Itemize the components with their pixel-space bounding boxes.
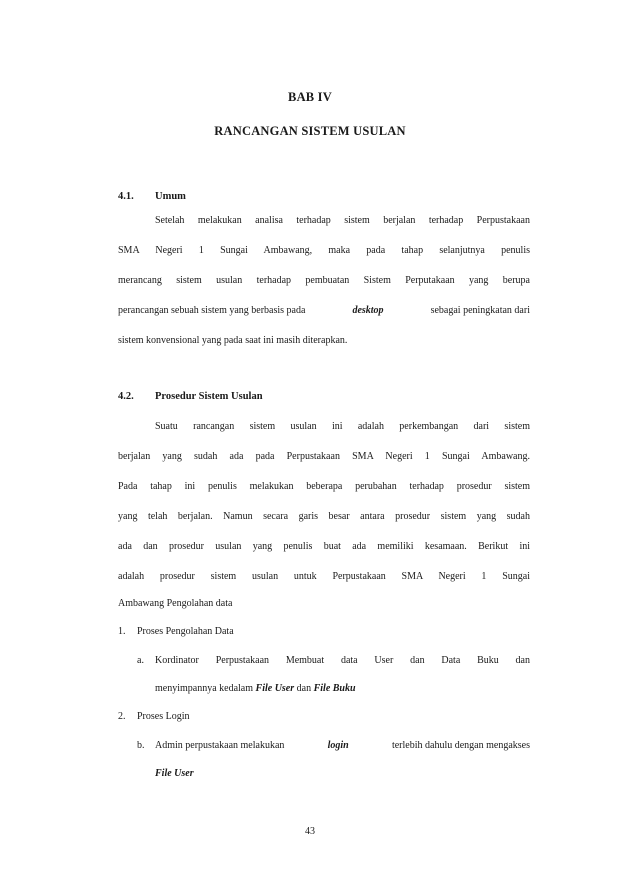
- paragraph-line: Ambawang Pengolahan data: [118, 598, 233, 609]
- section-title: Umum: [155, 191, 186, 202]
- paragraph-line: Suatu rancangan sistem usulan ini adalah perkembangan dari sistem: [155, 421, 530, 432]
- sublist-text: dan: [296, 683, 312, 694]
- chapter-title: RANCANGAN SISTEM USULAN: [214, 124, 406, 138]
- section-number: 4.1.: [118, 191, 134, 202]
- paragraph-line: Pada tahap ini penulis melakukan beberapa perubahan terhadap prosedur sistem: [118, 481, 530, 492]
- paragraph-line: ada dan prosedur usulan yang penulis buat ada memiliki kesamaan. Berikut ini: [118, 541, 530, 552]
- emphasis-text: File User: [155, 768, 194, 779]
- paragraph-line: adalah prosedur sistem usulan untuk Perpustakaan SMA Negeri 1 Sungai: [118, 571, 530, 582]
- sublist-line: [155, 767, 530, 781]
- list-item-text: Proses Pengolahan Data: [137, 626, 234, 637]
- paragraph-line: yang telah berjalan. Namun secara garis besar antara prosedur sistem yang sudah: [118, 511, 530, 522]
- paragraph-line: sistem konvensional yang pada saat ini masih diterapkan.: [118, 335, 348, 346]
- sublist-line: [155, 682, 530, 696]
- emphasis-text: login: [327, 740, 349, 751]
- sublist-text: terlebih dahulu dengan mengakses: [391, 740, 530, 751]
- paragraph-line: [118, 304, 530, 318]
- sublist-letter: a.: [137, 655, 144, 666]
- emphasis-text: File Buku: [313, 683, 356, 694]
- sublist-text: menyimpannya kedalam: [155, 683, 254, 694]
- paragraph-line: Setelah melakukan analisa terhadap sistem berjalan terhadap Perpustakaan: [155, 215, 530, 226]
- list-item-number: 2.: [118, 711, 126, 722]
- sublist-line: Kordinator Perpustakaan Membuat data User dan Data Buku dan: [155, 655, 530, 666]
- emphasis-text: desktop: [352, 305, 384, 316]
- section-number: 4.2.: [118, 391, 134, 402]
- paragraph-line: SMA Negeri 1 Sungai Ambawang, maka pada tahap selanjutnya penulis: [118, 245, 530, 256]
- paragraph-line: merancang sistem usulan terhadap pembuatan Sistem Perputakaan yang berupa: [118, 275, 530, 286]
- emphasis-text: File User: [255, 683, 295, 694]
- paragraph-text: perancangan sebuah sistem yang berbasis pada: [118, 305, 306, 316]
- sublist-line: [155, 739, 530, 753]
- paragraph-text: sebagai peningkatan dari: [430, 305, 530, 316]
- sublist-text: Admin perpustakaan melakukan: [155, 740, 285, 751]
- list-item-text: Proses Login: [137, 711, 190, 722]
- section-heading-4-2: [118, 391, 263, 402]
- sublist-letter: b.: [137, 740, 145, 751]
- section-heading-4-1: [118, 191, 186, 202]
- paragraph-line: berjalan yang sudah ada pada Perpustakaan SMA Negeri 1 Sungai Ambawang.: [118, 451, 530, 462]
- section-title: Prosedur Sistem Usulan: [155, 391, 263, 402]
- chapter-number: BAB IV: [288, 90, 332, 104]
- list-item-number: 1.: [118, 626, 126, 637]
- page-number: 43: [305, 826, 315, 837]
